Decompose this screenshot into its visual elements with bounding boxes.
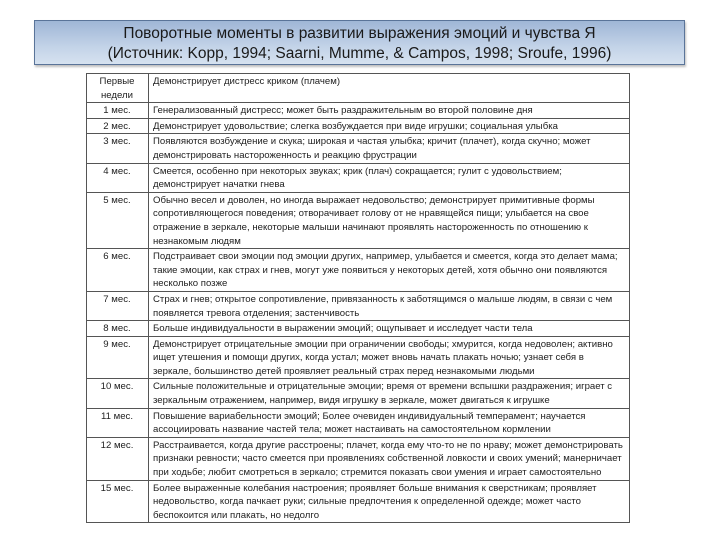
table-row bbox=[87, 134, 630, 163]
slide-title bbox=[34, 20, 685, 65]
age-cell: 9 мес. bbox=[87, 336, 149, 379]
age-cell: 4 мес. bbox=[87, 163, 149, 192]
description-cell: Расстраивается, когда другие расстроены; плачет, когда ему что-то не по нраву; может демонстрировать признаки ревности; часто смеется при проявлениях собственной ловкости и своих умений; манерничает при ходьбе; любит смотреться в зеркало; стремится показать свои умения и играет самостоятельно bbox=[149, 437, 630, 480]
table-row bbox=[87, 408, 630, 437]
table-row bbox=[87, 321, 630, 337]
age-cell: 1 мес. bbox=[87, 103, 149, 119]
table-row bbox=[87, 103, 630, 119]
table-row bbox=[87, 192, 630, 248]
table-row bbox=[87, 118, 630, 134]
table-row bbox=[87, 480, 630, 523]
description-cell: Повышение вариабельности эмоций; Более очевиден индивидуальный темперамент; научается ассоциировать название частей тела; может настаивать на самостоятельном кормлении bbox=[149, 408, 630, 437]
description-cell: Демонстрирует удовольствие; слегка возбуждается при виде игрушки; социальная улыбка bbox=[149, 118, 630, 134]
table-row bbox=[87, 163, 630, 192]
title-line-1: Поворотные моменты в развитии выражения эмоций и чувства Я bbox=[123, 25, 596, 42]
age-cell: 3 мес. bbox=[87, 134, 149, 163]
table-row bbox=[87, 291, 630, 320]
description-cell: Более выраженные колебания настроения; проявляет больше внимания к сверстникам; проявляет недовольство, когда пачкает руки; сильные предпочтения к определенной одежде; может часто беспокоится или плакать, но недолго bbox=[149, 480, 630, 523]
age-cell: 12 мес. bbox=[87, 437, 149, 480]
description-cell: Сильные положительные и отрицательные эмоции; время от времени вспышки раздражения; играет с зеркальным отражением, например, видя игрушку в зеркале, может двигаться к игрушке bbox=[149, 379, 630, 408]
description-cell: Обычно весел и доволен, но иногда выражает недовольство; демонстрирует примитивные формы сопротивляющегося поведения; отворачивает голову от не нравящейся пищи; улыбается на свое отражение в зеркале, некоторые малыши начинают проявлять настороженность по отношению к незнакомым людям bbox=[149, 192, 630, 248]
age-cell: Первые недели bbox=[87, 74, 149, 103]
table-row bbox=[87, 437, 630, 480]
age-cell: 6 мес. bbox=[87, 249, 149, 292]
description-cell: Демонстрирует отрицательные эмоции при ограничении свободы; хмурится, когда недоволен; активно ищет утешения и помощи других, когда устал; может вновь начать плакать ночью; узнает себя в зеркале, большинство детей проявляет реальный страх перед незнакомыми людьми bbox=[149, 336, 630, 379]
milestones-table bbox=[86, 73, 630, 523]
description-cell: Подстраивает свои эмоции под эмоции других, например, улыбается и смеется, когда это делает мама; такие эмоции, как страх и гнев, могут уже появиться у некоторых детей, хотя обычно они появляются несколько позже bbox=[149, 249, 630, 292]
description-cell: Смеется, особенно при некоторых звуках; крик (плач) сокращается; гулит с удовольствием; демонстрирует начатки гнева bbox=[149, 163, 630, 192]
table-row bbox=[87, 74, 630, 103]
description-cell: Генерализованный дистресс; может быть раздражительным во второй половине дня bbox=[149, 103, 630, 119]
age-cell: 10 мес. bbox=[87, 379, 149, 408]
table-row bbox=[87, 249, 630, 292]
table-row bbox=[87, 379, 630, 408]
description-cell: Появляются возбуждение и скука; широкая и частая улыбка; кричит (плачет), когда скучно; может демонстрировать настороженность и реакцию фрустрации bbox=[149, 134, 630, 163]
description-cell: Демонстрирует дистресс криком (плачем) bbox=[149, 74, 630, 103]
age-cell: 5 мес. bbox=[87, 192, 149, 248]
age-cell: 11 мес. bbox=[87, 408, 149, 437]
description-cell: Больше индивидуальности в выражении эмоций; ощупывает и исследует части тела bbox=[149, 321, 630, 337]
age-cell: 2 мес. bbox=[87, 118, 149, 134]
table-row bbox=[87, 336, 630, 379]
age-cell: 8 мес. bbox=[87, 321, 149, 337]
title-line-2: (Источник: Kopp, 1994; Saarni, Mumme, & Campos, 1998; Sroufe, 1996) bbox=[107, 45, 612, 62]
age-cell: 7 мес. bbox=[87, 291, 149, 320]
age-cell: 15 мес. bbox=[87, 480, 149, 523]
description-cell: Страх и гнев; открытое сопротивление, привязанность к заботящимся о малыше людям, в связи с чем появляется тревога отделения; застенчивость bbox=[149, 291, 630, 320]
